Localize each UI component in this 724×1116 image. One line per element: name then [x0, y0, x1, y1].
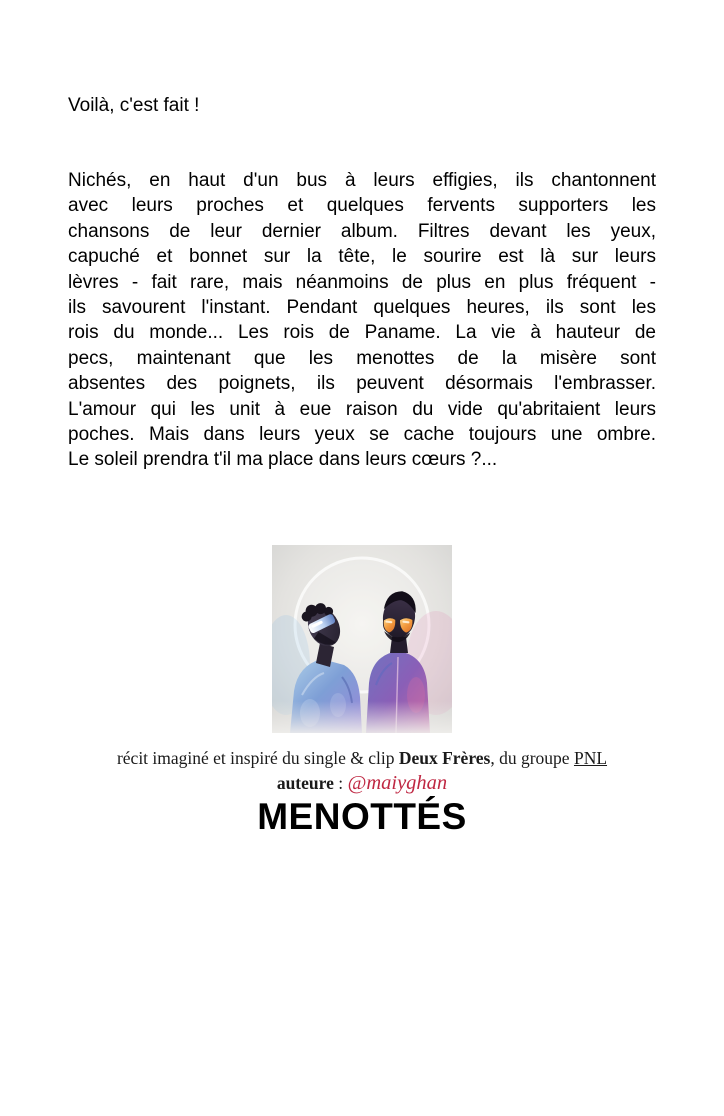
story-line: pecs, maintenant que les menottes de la misère sont [68, 347, 656, 369]
story-line: rois du monde... Les rois de Paname. La vie à hauteur de [68, 322, 656, 344]
album-figure [0, 545, 724, 733]
story-line: absentes des poignets, ils peuvent désormais l'embrasser. [68, 373, 656, 395]
story-paragraph [68, 168, 656, 473]
caption-song-title: Deux Frères [398, 747, 491, 768]
intro-line: Voilà, c'est fait ! [68, 95, 200, 116]
story-line: chansons de leur dernier album. Filtres devant les yeux, [68, 220, 656, 242]
pnl-deux-freres-cover-image [272, 545, 452, 733]
author-handle: @maiyghan [347, 771, 448, 794]
caption-prefix: récit imaginé et inspiré du single & clip [116, 747, 399, 768]
page-title: MENOTTÉS [257, 795, 467, 837]
author-label: auteure [276, 772, 334, 793]
story-line: capuché et bonnet sur la tête, le sourire est là sur leurs [68, 246, 656, 268]
story-line: Nichés, en haut d'un bus à leurs effigies, ils chantonnent [68, 170, 656, 191]
caption-middle: , du groupe [490, 747, 574, 768]
caption-group-name: PNL [573, 747, 608, 768]
story-line: Le soleil prendra t'il ma place dans leurs cœurs ?... [68, 449, 498, 471]
author-separator: : [333, 772, 348, 793]
story-line: ils savourent l'instant. Pendant quelques heures, ils sont les [68, 297, 656, 319]
story-line: L'amour qui les unit à eue raison du vide qu'abritaient leurs [68, 398, 656, 420]
document-page [0, 93, 724, 1116]
story-line: avec leurs proches et quelques fervents supporters les [68, 195, 656, 217]
author-line [0, 770, 724, 796]
story-line: lèvres - fait rare, mais néanmoins de plus en plus fréquent - [68, 271, 656, 293]
caption-line [0, 746, 724, 770]
story-line: poches. Mais dans leurs yeux se cache toujours une ombre. [68, 424, 656, 446]
